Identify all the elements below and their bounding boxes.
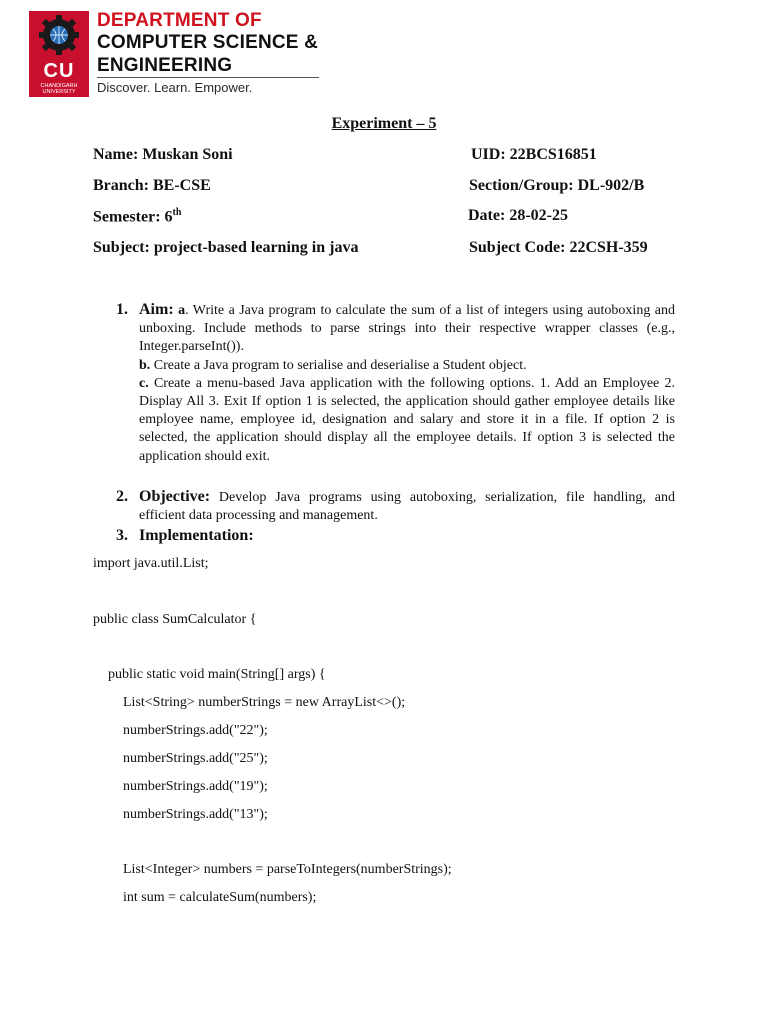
code-line: numberStrings.add("25"); bbox=[123, 751, 268, 766]
implementation-heading: Implementation: bbox=[139, 527, 254, 544]
implementation-number: 3. bbox=[116, 527, 128, 544]
aim-c-label: c. bbox=[139, 375, 149, 391]
student-name: Name: Muskan Soni bbox=[93, 146, 233, 163]
section-group: Section/Group: DL-902/B bbox=[469, 177, 645, 194]
objective-text: Develop Java programs using autoboxing, serialization, file handling, and efficient data processing and management. bbox=[139, 490, 675, 524]
aim-a-label: a bbox=[178, 303, 186, 318]
code-line: import java.util.List; bbox=[93, 556, 209, 571]
logo-initials: CU bbox=[43, 60, 75, 82]
aim-part-b bbox=[139, 357, 675, 375]
implementation-section bbox=[139, 527, 675, 546]
objective-number: 2. bbox=[116, 488, 128, 505]
aim-number: 1. bbox=[116, 301, 128, 318]
semester bbox=[93, 207, 181, 226]
code-line: numberStrings.add("22"); bbox=[123, 723, 268, 738]
tagline: Discover. Learn. Empower. bbox=[97, 80, 253, 95]
aim-part-c bbox=[139, 375, 675, 466]
aim-heading: Aim: bbox=[139, 301, 174, 318]
gear-globe-icon bbox=[29, 11, 89, 61]
objective-heading: Objective: bbox=[139, 488, 211, 505]
code-line: public static void main(String[] args) { bbox=[108, 667, 326, 682]
branch: Branch: BE-CSE bbox=[93, 177, 211, 194]
letterhead bbox=[0, 0, 768, 110]
aim-b-text: Create a Java program to serialise and deserialise a Student object. bbox=[150, 357, 527, 373]
aim-section bbox=[139, 301, 675, 466]
code-line: List<Integer> numbers = parseToIntegers(numberStrings); bbox=[123, 862, 452, 877]
code-line: numberStrings.add("19"); bbox=[123, 779, 268, 794]
code-line: int sum = calculateSum(numbers); bbox=[123, 890, 317, 905]
student-uid: UID: 22BCS16851 bbox=[471, 146, 597, 163]
department-title-line2: COMPUTER SCIENCE & bbox=[97, 32, 319, 53]
experiment-title: Experiment – 5 bbox=[331, 115, 437, 132]
objective-section bbox=[139, 488, 675, 525]
aim-b-label: b. bbox=[139, 357, 151, 373]
university-logo bbox=[29, 11, 89, 97]
semester-suffix: th bbox=[172, 207, 182, 218]
department-title-line1: DEPARTMENT OF bbox=[97, 10, 262, 31]
code-line: numberStrings.add("13"); bbox=[123, 807, 268, 822]
subject: Subject: project-based learning in java bbox=[93, 239, 359, 256]
department-title-line3: ENGINEERING bbox=[97, 55, 233, 76]
date: Date: 28-02-25 bbox=[468, 207, 568, 224]
subject-code: Subject Code: 22CSH-359 bbox=[469, 239, 648, 256]
aim-part-a bbox=[139, 301, 675, 357]
aim-a-text: . Write a Java program to calculate the sum of a list of integers using autoboxing and unboxing. Include methods to parse strings into their respective wrapper classes (e.g., Integer.parseInt()). bbox=[139, 303, 675, 355]
code-line: List<String> numberStrings = new ArrayList<>(); bbox=[123, 695, 406, 710]
code-line: public class SumCalculator { bbox=[93, 612, 257, 627]
semester-label: Semester: 6 bbox=[93, 208, 173, 226]
logo-university-name: CHANDIGARH UNIVERSITY bbox=[40, 83, 78, 95]
aim-c-text: Create a menu-based Java application with the following options. 1. Add an Employee 2. Display All 3. Exit If option 1 is selected, the application should gather employee details like employee name, employee id, designation and salary and store it in a file. If option 2 is selected, the application should display all the employee details. If option 3 is selected the application should exit. bbox=[139, 375, 675, 464]
header-divider bbox=[97, 77, 319, 78]
